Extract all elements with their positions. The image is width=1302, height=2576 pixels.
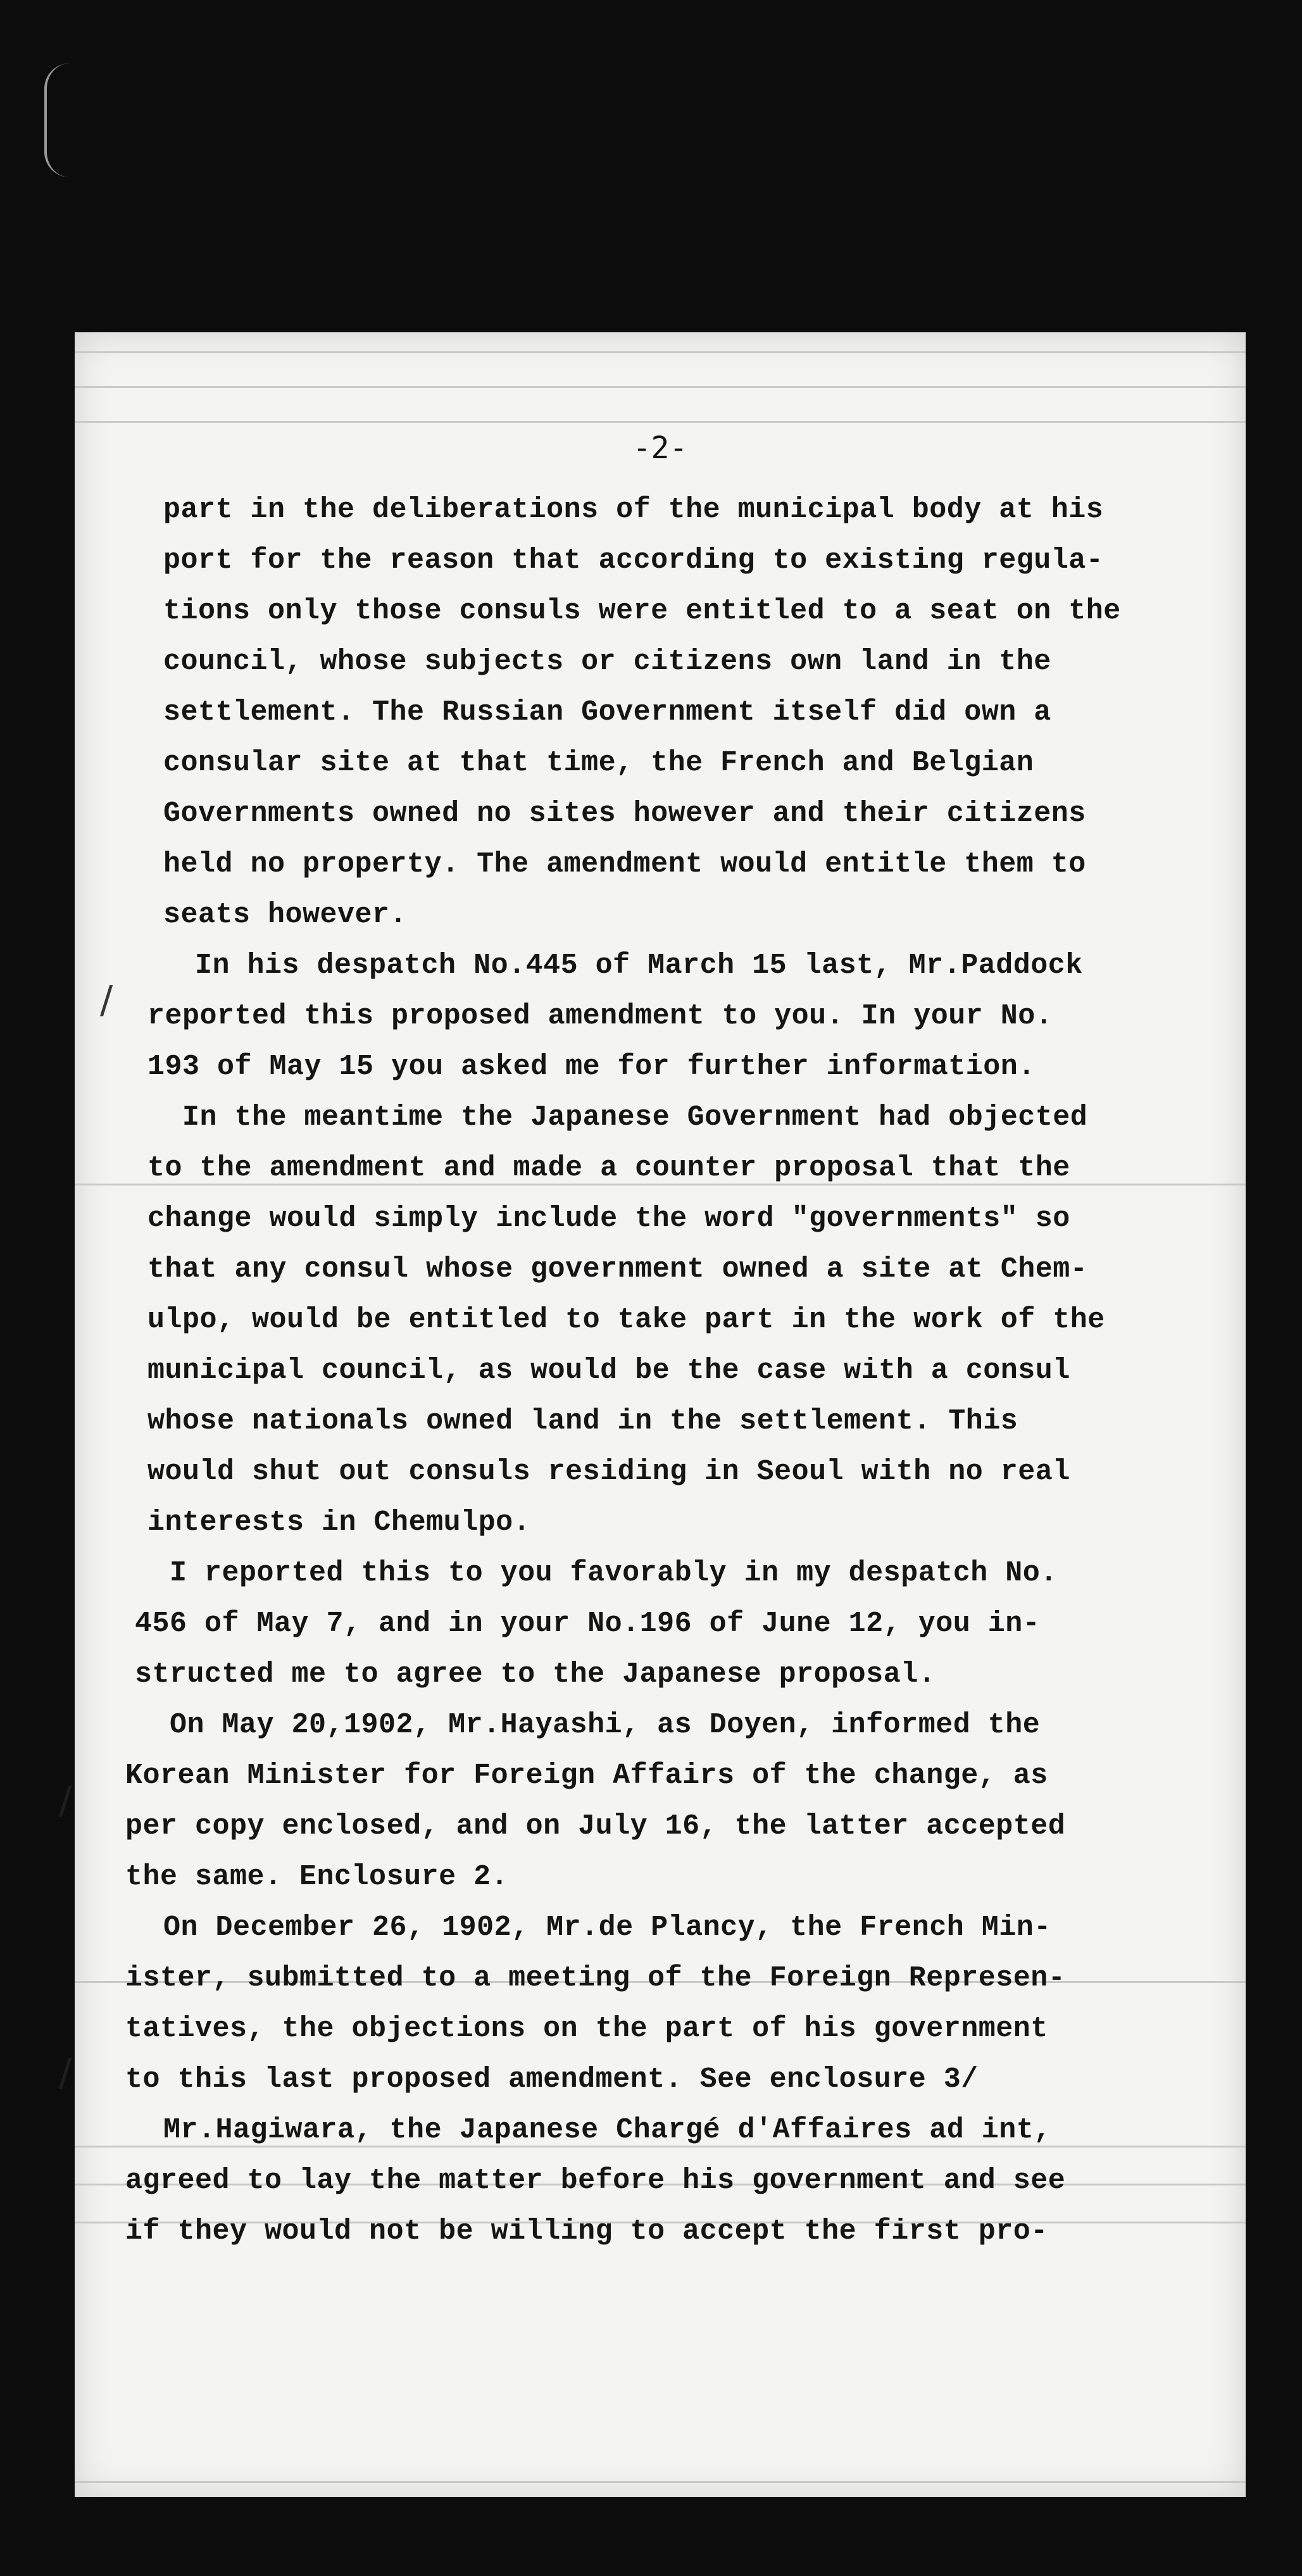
text-line: held no property. The amendment would entitle them to (163, 848, 1086, 880)
margin-tick-mark: / (59, 2051, 72, 2095)
text-line: municipal council, as would be the case with a consul (147, 1354, 1070, 1387)
ruled-line (75, 2481, 1246, 2483)
document-page (59, 332, 1246, 2497)
text-line: per copy enclosed, and on July 16, the latter accepted (125, 1810, 1066, 1842)
text-line: whose nationals owned land in the settlement. This (147, 1405, 1018, 1437)
text-line: In his despatch No.445 of March 15 last, Mr.Paddock (195, 949, 1083, 982)
text-line: tatives, the objections on the part of his government (125, 2013, 1048, 2045)
ruled-line (75, 386, 1246, 388)
ruled-line (75, 421, 1246, 423)
text-line: council, whose subjects or citizens own land in the (163, 646, 1051, 678)
text-line: Korean Minister for Foreign Affairs of the change, as (125, 1760, 1048, 1792)
text-line: 193 of May 15 you asked me for further information. (147, 1051, 1036, 1083)
film-edge-mark (44, 63, 85, 177)
text-line: I reported this to you favorably in my despatch No. (170, 1557, 1058, 1589)
text-line: that any consul whose government owned a site at Chem- (147, 1253, 1088, 1285)
text-line: consular site at that time, the French and Belgian (163, 747, 1034, 779)
text-line: reported this proposed amendment to you. In your No. (147, 1000, 1053, 1032)
page-number: -2- (632, 430, 688, 466)
text-line: to the amendment and made a counter proposal that the (147, 1152, 1070, 1184)
text-line: port for the reason that according to existing regula- (163, 544, 1104, 577)
text-line: to this last proposed amendment. See enclosure 3/ (125, 2063, 979, 2096)
text-line: On May 20,1902, Mr.Hayashi, as Doyen, informed the (170, 1709, 1041, 1741)
text-line: 456 of May 7, and in your No.196 of June 12, you in- (135, 1608, 1041, 1640)
text-line: seats however. (163, 899, 408, 931)
text-line: On December 26, 1902, Mr.de Plancy, the French Min- (163, 1911, 1051, 1944)
text-line: In the meantime the Japanese Government had objected (182, 1101, 1088, 1134)
ruled-line (75, 351, 1246, 353)
text-line: if they would not be willing to accept the first pro- (125, 2215, 1048, 2248)
text-line: Mr.Hagiwara, the Japanese Chargé d'Affaires ad int, (163, 2114, 1051, 2146)
text-line: structed me to agree to the Japanese proposal. (135, 1658, 936, 1691)
text-line: Governments owned no sites however and their citizens (163, 797, 1086, 830)
text-line: the same. Enclosure 2. (125, 1861, 509, 1893)
text-line: ulpo, would be entitled to take part in the work of the (147, 1304, 1105, 1336)
text-line: interests in Chemulpo. (147, 1506, 531, 1539)
text-line: change would simply include the word "governments" so (147, 1203, 1070, 1235)
text-line: tions only those consuls were entitled to a seat on the (163, 595, 1121, 627)
text-line: agreed to lay the matter before his government and see (125, 2165, 1066, 2197)
text-line: part in the deliberations of the municipal body at his (163, 494, 1104, 526)
text-line: would shut out consuls residing in Seoul with no real (147, 1456, 1070, 1488)
text-line: ister, submitted to a meeting of the Foreign Represen- (125, 1962, 1066, 1994)
text-line: settlement. The Russian Government itself did own a (163, 696, 1051, 728)
margin-tick-mark: / (59, 1779, 72, 1823)
margin-tick-mark: / (100, 978, 113, 1022)
